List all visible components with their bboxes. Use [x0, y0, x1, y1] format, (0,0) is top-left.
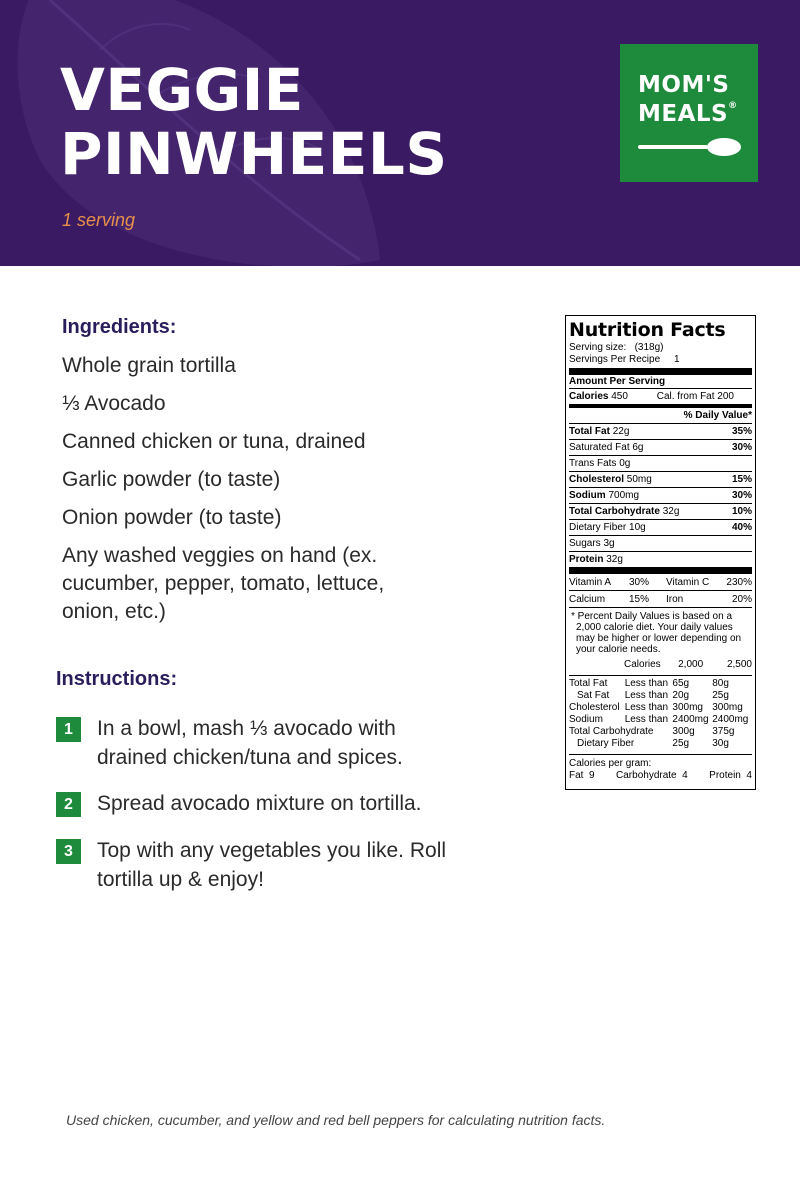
ingredient-item: Garlic powder (to taste) — [62, 468, 281, 491]
calories-row: Calories 450 Cal. from Fat 200 — [569, 388, 752, 405]
instruction-step — [56, 714, 516, 772]
logo-line-1: MOM'S — [638, 72, 730, 98]
nutrition-title: Nutrition Facts — [569, 319, 726, 341]
nf-row-vitamins: Vitamin A 30% Vitamin C 230% — [569, 574, 752, 591]
step-text: Top with any vegetables you like. Roll tortilla up & enjoy! — [97, 839, 447, 891]
cal-from-fat: Cal. from Fat 200 — [656, 391, 734, 402]
reference-row: Dietary Fiber 25g 30g — [577, 738, 729, 749]
nf-row-trans-fat: Trans Fats 0g — [569, 456, 752, 472]
step-number-badge: 1 — [56, 717, 81, 742]
nf-row-dietary-fiber: Dietary Fiber 10g 40% — [569, 520, 752, 536]
step-number-badge: 3 — [56, 839, 81, 864]
title-line-1: VEGGIE — [60, 56, 304, 124]
logo-line-2: MEALS® — [638, 101, 738, 127]
step-text: In a bowl, mash ⅓ avocado with drained chicken/tuna and spices. — [97, 717, 403, 769]
reference-row: Total Fat Less than 65g 80g — [569, 678, 729, 689]
nf-row-sodium: Sodium 700mg 30% — [569, 488, 752, 504]
nf-row-sugars: Sugars 3g — [569, 536, 752, 552]
step-number-badge: 2 — [56, 792, 81, 817]
daily-reference-table — [569, 659, 752, 671]
nf-row-total-carbohydrate: Total Carbohydrate 32g 10% — [569, 504, 752, 520]
serving-size-text: Serving size: (318g) — [569, 342, 664, 353]
nutrition-facts-label — [565, 315, 756, 790]
instruction-step — [56, 836, 516, 894]
ingredients-heading: Ingredients: — [62, 316, 177, 338]
title-line-2: PINWHEELS — [60, 120, 448, 188]
ingredient-item: Any washed veggies on hand (ex. cucumber, pepper, tomato, lettuce, onion, etc.) — [62, 544, 385, 623]
reference-row: Total Carbohydrate 300g 375g — [569, 726, 735, 737]
ingredient-item: ⅓ Avocado — [62, 392, 166, 415]
step-text: Spread avocado mixture on tortilla. — [97, 792, 422, 815]
calories-per-gram-row: Fat 9 Carbohydrate 4 Protein 4 — [569, 770, 752, 781]
nf-footnote: * Percent Daily Values is based on a 2,000 calorie diet. Your daily values may be higher or lower depending on your calorie needs. — [571, 611, 742, 655]
recipe-header — [0, 0, 800, 266]
ingredient-item: Canned chicken or tuna, drained — [62, 430, 366, 453]
reference-row: Sat Fat Less than 20g 25g — [577, 690, 729, 701]
ingredient-item: Whole grain tortilla — [62, 354, 236, 377]
reference-values-table — [569, 678, 752, 750]
amount-per-serving: Amount Per Serving — [569, 376, 666, 387]
moms-meals-logo — [620, 44, 758, 182]
daily-value-header: % Daily Value* — [569, 408, 752, 424]
nutrition-footnote: Used chicken, cucumber, and yellow and red bell peppers for calculating nutrition facts. — [66, 1112, 606, 1128]
serving-size: 1 serving — [62, 210, 136, 230]
instructions-heading: Instructions: — [56, 668, 178, 690]
nf-row-total-fat: Total Fat 22g 35% — [569, 424, 752, 440]
reference-row: Cholesterol Less than 300mg 300mg — [569, 702, 743, 713]
ingredient-item: Onion powder (to taste) — [62, 506, 282, 529]
servings-per-recipe: Servings Per Recipe 1 — [569, 354, 680, 365]
nf-row-cholesterol: Cholesterol 50mg 15% — [569, 472, 752, 488]
reference-row: Sodium Less than 2400mg 2400mg — [569, 714, 749, 725]
recipe-title — [60, 58, 448, 186]
ingredients-list — [62, 352, 532, 636]
nf-row-protein: Protein 32g — [569, 554, 623, 565]
nf-row-saturated-fat: Saturated Fat 6g 30% — [569, 440, 752, 456]
reference-header-row: Calories 2,000 2,500 — [624, 659, 752, 670]
spoon-icon — [638, 136, 742, 158]
calories-per-gram-label: Calories per gram: — [569, 758, 652, 769]
nf-row-minerals: Calcium 15% Iron 20% — [569, 591, 752, 608]
instruction-step — [56, 789, 516, 818]
